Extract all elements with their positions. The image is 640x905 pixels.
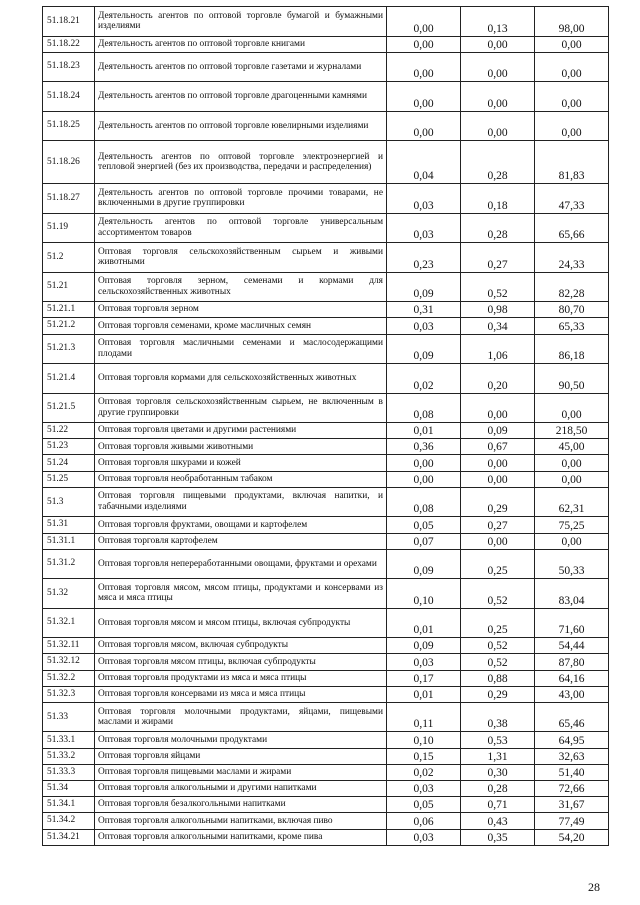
value-cell-1: 0,17	[387, 670, 461, 686]
name-cell: Деятельность агентов по оптовой торговле газетами и журналами	[95, 52, 387, 82]
table-row	[43, 52, 609, 82]
value-cell-2: 0,27	[461, 243, 535, 273]
value-cell-2: 0,00	[461, 82, 535, 112]
name-cell: Оптовая торговля мясом, включая субпродукты	[95, 638, 387, 654]
table-row	[43, 334, 609, 364]
table-row	[43, 608, 609, 638]
value-cell-2: 0,27	[461, 517, 535, 533]
name-cell: Оптовая торговля яйцами	[95, 748, 387, 764]
code-cell: 51.34.1	[43, 797, 95, 813]
name-cell: Оптовая торговля алкогольными напитками, кроме пива	[95, 829, 387, 845]
value-cell-2: 0,18	[461, 184, 535, 214]
table-row	[43, 487, 609, 517]
table-row	[43, 439, 609, 455]
code-cell: 51.18.25	[43, 111, 95, 141]
value-cell-3: 65,46	[535, 702, 609, 732]
value-cell-2: 0,30	[461, 764, 535, 780]
name-cell: Оптовая торговля молочными продуктами, яйцами, пищевыми маслами и жирами	[95, 702, 387, 732]
value-cell-1: 0,00	[387, 36, 461, 52]
value-cell-3: 83,04	[535, 579, 609, 609]
value-cell-1: 0,01	[387, 608, 461, 638]
value-cell-3: 65,33	[535, 318, 609, 334]
value-cell-3: 50,33	[535, 549, 609, 579]
code-cell: 51.34.2	[43, 813, 95, 829]
table-row	[43, 82, 609, 112]
code-cell: 51.22	[43, 423, 95, 439]
value-cell-2: 0,00	[461, 52, 535, 82]
value-cell-2: 0,29	[461, 686, 535, 702]
value-cell-1: 0,08	[387, 393, 461, 423]
name-cell: Оптовая торговля фруктами, овощами и картофелем	[95, 517, 387, 533]
value-cell-2: 0,29	[461, 487, 535, 517]
value-cell-2: 0,52	[461, 272, 535, 302]
table-row	[43, 7, 609, 37]
value-cell-2: 0,25	[461, 608, 535, 638]
code-cell: 51.32.3	[43, 686, 95, 702]
name-cell: Деятельность агентов по оптовой торговле книгами	[95, 36, 387, 52]
value-cell-3: 64,95	[535, 732, 609, 748]
name-cell: Оптовая торговля сельскохозяйственным сырьем и живыми животными	[95, 243, 387, 273]
value-cell-2: 0,00	[461, 455, 535, 471]
name-cell: Оптовая торговля консервами из мяса и мяса птицы	[95, 686, 387, 702]
value-cell-3: 82,28	[535, 272, 609, 302]
table-row	[43, 111, 609, 141]
table-row	[43, 829, 609, 845]
value-cell-1: 0,01	[387, 686, 461, 702]
value-cell-1: 0,00	[387, 455, 461, 471]
table-body	[43, 7, 609, 846]
code-cell: 51.32.12	[43, 654, 95, 670]
value-cell-2: 1,31	[461, 748, 535, 764]
value-cell-3: 0,00	[535, 533, 609, 549]
name-cell: Оптовая торговля масличными семенами и маслосодержащими плодами	[95, 334, 387, 364]
code-cell: 51.32.11	[43, 638, 95, 654]
code-cell: 51.21.5	[43, 393, 95, 423]
value-cell-1: 0,03	[387, 781, 461, 797]
value-cell-1: 0,06	[387, 813, 461, 829]
table-row	[43, 702, 609, 732]
value-cell-1: 0,01	[387, 423, 461, 439]
value-cell-1: 0,09	[387, 638, 461, 654]
name-cell: Деятельность агентов по оптовой торговле прочими товарами, не включенными в другие группировки	[95, 184, 387, 214]
value-cell-2: 1,06	[461, 334, 535, 364]
table-row	[43, 455, 609, 471]
name-cell: Оптовая торговля живыми животными	[95, 439, 387, 455]
name-cell: Оптовая торговля семенами, кроме масличных семян	[95, 318, 387, 334]
value-cell-1: 0,03	[387, 654, 461, 670]
code-cell: 51.25	[43, 471, 95, 487]
value-cell-3: 71,60	[535, 608, 609, 638]
value-cell-1: 0,05	[387, 797, 461, 813]
value-cell-2: 0,25	[461, 549, 535, 579]
code-cell: 51.33	[43, 702, 95, 732]
value-cell-2: 0,38	[461, 702, 535, 732]
value-cell-2: 0,00	[461, 471, 535, 487]
value-cell-1: 0,09	[387, 549, 461, 579]
name-cell: Оптовая торговля молочными продуктами	[95, 732, 387, 748]
code-cell: 51.34	[43, 781, 95, 797]
document-page	[42, 6, 608, 846]
code-cell: 51.32	[43, 579, 95, 609]
code-cell: 51.18.27	[43, 184, 95, 214]
value-cell-1: 0,00	[387, 7, 461, 37]
value-cell-3: 54,44	[535, 638, 609, 654]
value-cell-2: 0,00	[461, 111, 535, 141]
name-cell: Оптовая торговля безалкогольными напитками	[95, 797, 387, 813]
value-cell-2: 0,53	[461, 732, 535, 748]
name-cell: Оптовая торговля мясом и мясом птицы, включая субпродукты	[95, 608, 387, 638]
value-cell-3: 43,00	[535, 686, 609, 702]
code-cell: 51.21	[43, 272, 95, 302]
value-cell-1: 0,08	[387, 487, 461, 517]
code-cell: 51.21.4	[43, 364, 95, 394]
value-cell-1: 0,07	[387, 533, 461, 549]
name-cell: Оптовая торговля необработанным табаком	[95, 471, 387, 487]
table-row	[43, 638, 609, 654]
value-cell-3: 90,50	[535, 364, 609, 394]
value-cell-3: 64,16	[535, 670, 609, 686]
code-cell: 51.18.24	[43, 82, 95, 112]
value-cell-1: 0,00	[387, 52, 461, 82]
table-row	[43, 517, 609, 533]
code-cell: 51.21.3	[43, 334, 95, 364]
code-cell: 51.23	[43, 439, 95, 455]
value-cell-1: 0,03	[387, 318, 461, 334]
table-row	[43, 797, 609, 813]
table-row	[43, 549, 609, 579]
value-cell-1: 0,00	[387, 82, 461, 112]
value-cell-2: 0,28	[461, 213, 535, 243]
value-cell-2: 0,00	[461, 533, 535, 549]
code-cell: 51.24	[43, 455, 95, 471]
code-cell: 51.33.1	[43, 732, 95, 748]
value-cell-1: 0,36	[387, 439, 461, 455]
data-table	[42, 6, 609, 846]
code-cell: 51.18.26	[43, 141, 95, 184]
name-cell: Оптовая торговля кормами для сельскохозяйственных животных	[95, 364, 387, 394]
value-cell-3: 32,63	[535, 748, 609, 764]
name-cell: Деятельность агентов по оптовой торговле универсальным ассортиментом товаров	[95, 213, 387, 243]
code-cell: 51.33.3	[43, 764, 95, 780]
table-row	[43, 764, 609, 780]
value-cell-2: 0,28	[461, 141, 535, 184]
code-cell: 51.32.1	[43, 608, 95, 638]
value-cell-2: 0,34	[461, 318, 535, 334]
value-cell-3: 0,00	[535, 455, 609, 471]
value-cell-2: 0,09	[461, 423, 535, 439]
table-row	[43, 272, 609, 302]
value-cell-1: 0,02	[387, 364, 461, 394]
value-cell-1: 0,15	[387, 748, 461, 764]
name-cell: Оптовая торговля пищевыми продуктами, включая напитки, и табачными изделиями	[95, 487, 387, 517]
table-row	[43, 686, 609, 702]
name-cell: Оптовая торговля непереработанными овощами, фруктами и орехами	[95, 549, 387, 579]
table-row	[43, 533, 609, 549]
code-cell: 51.19	[43, 213, 95, 243]
table-row	[43, 243, 609, 273]
table-row	[43, 36, 609, 52]
value-cell-3: 24,33	[535, 243, 609, 273]
value-cell-3: 54,20	[535, 829, 609, 845]
table-row	[43, 318, 609, 334]
table-row	[43, 302, 609, 318]
code-cell: 51.3	[43, 487, 95, 517]
value-cell-1: 0,23	[387, 243, 461, 273]
table-row	[43, 213, 609, 243]
code-cell: 51.34.21	[43, 829, 95, 845]
value-cell-1: 0,09	[387, 272, 461, 302]
value-cell-3: 81,83	[535, 141, 609, 184]
value-cell-3: 62,31	[535, 487, 609, 517]
table-row	[43, 781, 609, 797]
value-cell-3: 77,49	[535, 813, 609, 829]
value-cell-1: 0,10	[387, 732, 461, 748]
value-cell-1: 0,03	[387, 829, 461, 845]
page-number: 28	[588, 880, 600, 894]
value-cell-3: 86,18	[535, 334, 609, 364]
name-cell: Деятельность агентов по оптовой торговле драгоценными камнями	[95, 82, 387, 112]
value-cell-3: 0,00	[535, 52, 609, 82]
name-cell: Оптовая торговля алкогольными и другими напитками	[95, 781, 387, 797]
table-row	[43, 579, 609, 609]
table-row	[43, 654, 609, 670]
code-cell: 51.18.23	[43, 52, 95, 82]
code-cell: 51.21.2	[43, 318, 95, 334]
value-cell-3: 87,80	[535, 654, 609, 670]
value-cell-3: 98,00	[535, 7, 609, 37]
value-cell-3: 45,00	[535, 439, 609, 455]
code-cell: 51.33.2	[43, 748, 95, 764]
name-cell: Оптовая торговля пищевыми маслами и жирами	[95, 764, 387, 780]
name-cell: Оптовая торговля шкурами и кожей	[95, 455, 387, 471]
value-cell-2: 0,35	[461, 829, 535, 845]
value-cell-1: 0,03	[387, 184, 461, 214]
name-cell: Деятельность агентов по оптовой торговле бумагой и бумажными изделиями	[95, 7, 387, 37]
table-row	[43, 670, 609, 686]
name-cell: Оптовая торговля зерном	[95, 302, 387, 318]
value-cell-1: 0,04	[387, 141, 461, 184]
name-cell: Деятельность агентов по оптовой торговле ювелирными изделиями	[95, 111, 387, 141]
value-cell-3: 0,00	[535, 471, 609, 487]
value-cell-3: 47,33	[535, 184, 609, 214]
value-cell-3: 218,50	[535, 423, 609, 439]
value-cell-2: 0,43	[461, 813, 535, 829]
value-cell-3: 80,70	[535, 302, 609, 318]
value-cell-3: 0,00	[535, 82, 609, 112]
code-cell: 51.31.2	[43, 549, 95, 579]
value-cell-3: 51,40	[535, 764, 609, 780]
value-cell-1: 0,00	[387, 471, 461, 487]
value-cell-2: 0,20	[461, 364, 535, 394]
name-cell: Оптовая торговля мясом птицы, включая субпродукты	[95, 654, 387, 670]
table-row	[43, 471, 609, 487]
value-cell-1: 0,05	[387, 517, 461, 533]
code-cell: 51.18.22	[43, 36, 95, 52]
code-cell: 51.21.1	[43, 302, 95, 318]
value-cell-3: 72,66	[535, 781, 609, 797]
value-cell-2: 0,52	[461, 638, 535, 654]
value-cell-2: 0,28	[461, 781, 535, 797]
value-cell-2: 0,67	[461, 439, 535, 455]
table-row	[43, 732, 609, 748]
value-cell-1: 0,09	[387, 334, 461, 364]
name-cell: Оптовая торговля сельскохозяйственным сырьем, не включенным в другие группировки	[95, 393, 387, 423]
code-cell: 51.31	[43, 517, 95, 533]
value-cell-2: 0,98	[461, 302, 535, 318]
table-row	[43, 813, 609, 829]
value-cell-3: 75,25	[535, 517, 609, 533]
value-cell-3: 31,67	[535, 797, 609, 813]
value-cell-3: 0,00	[535, 111, 609, 141]
code-cell: 51.32.2	[43, 670, 95, 686]
code-cell: 51.31.1	[43, 533, 95, 549]
value-cell-1: 0,11	[387, 702, 461, 732]
value-cell-1: 0,02	[387, 764, 461, 780]
table-row	[43, 748, 609, 764]
code-cell: 51.2	[43, 243, 95, 273]
value-cell-2: 0,52	[461, 654, 535, 670]
table-row	[43, 141, 609, 184]
code-cell: 51.18.21	[43, 7, 95, 37]
value-cell-1: 0,00	[387, 111, 461, 141]
table-row	[43, 184, 609, 214]
table-row	[43, 364, 609, 394]
name-cell: Оптовая торговля продуктами из мяса и мяса птицы	[95, 670, 387, 686]
name-cell: Оптовая торговля цветами и другими растениями	[95, 423, 387, 439]
value-cell-2: 0,00	[461, 36, 535, 52]
value-cell-1: 0,31	[387, 302, 461, 318]
name-cell: Оптовая торговля мясом, мясом птицы, продуктами и консервами из мяса и мяса птицы	[95, 579, 387, 609]
value-cell-2: 0,71	[461, 797, 535, 813]
value-cell-3: 65,66	[535, 213, 609, 243]
value-cell-1: 0,03	[387, 213, 461, 243]
name-cell: Оптовая торговля картофелем	[95, 533, 387, 549]
value-cell-1: 0,10	[387, 579, 461, 609]
value-cell-2: 0,13	[461, 7, 535, 37]
value-cell-2: 0,88	[461, 670, 535, 686]
table-row	[43, 393, 609, 423]
name-cell: Оптовая торговля зерном, семенами и кормами для сельскохозяйственных животных	[95, 272, 387, 302]
value-cell-3: 0,00	[535, 36, 609, 52]
name-cell: Деятельность агентов по оптовой торговле электроэнергией и тепловой энергией (без их производства, передачи и распределения)	[95, 141, 387, 184]
name-cell: Оптовая торговля алкогольными напитками, включая пиво	[95, 813, 387, 829]
table-row	[43, 423, 609, 439]
value-cell-2: 0,52	[461, 579, 535, 609]
value-cell-2: 0,00	[461, 393, 535, 423]
value-cell-3: 0,00	[535, 393, 609, 423]
